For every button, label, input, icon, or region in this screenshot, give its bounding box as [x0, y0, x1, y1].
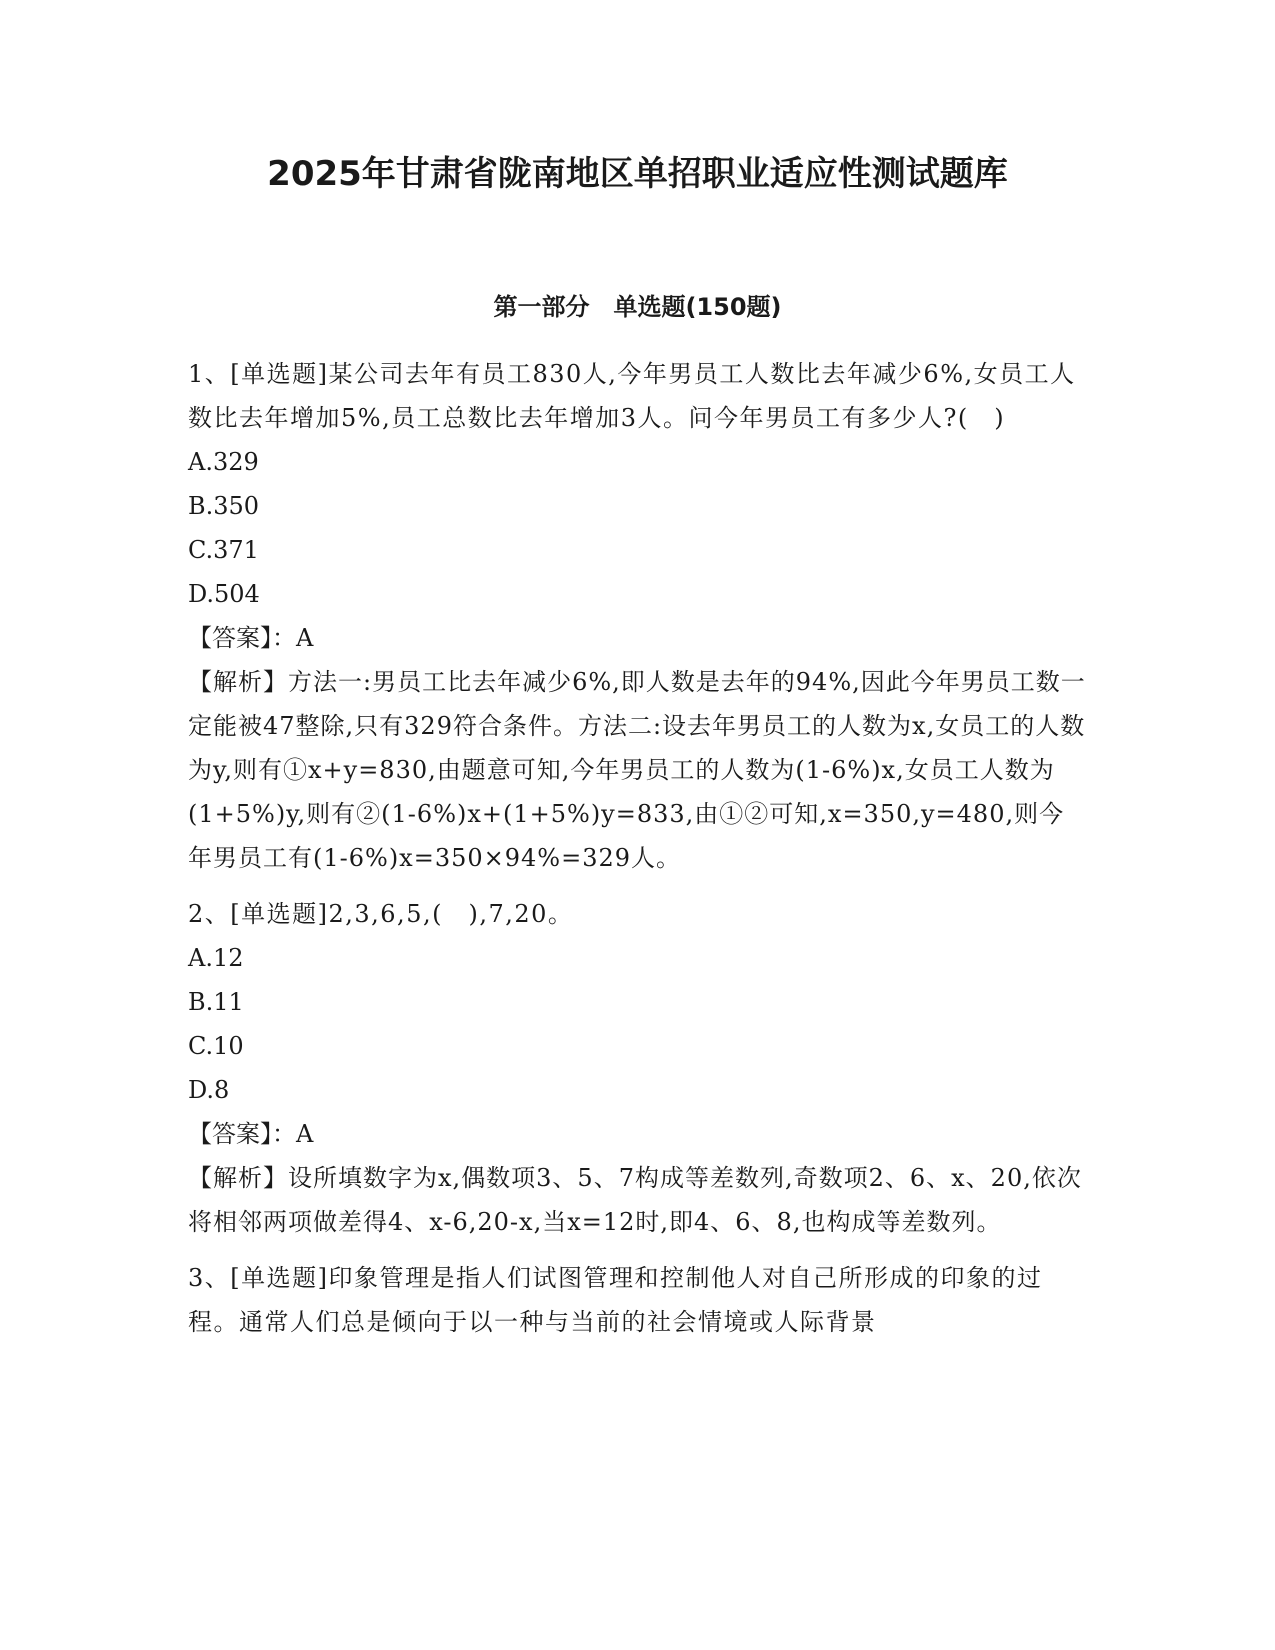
analysis-label: 【解析】 [188, 1164, 288, 1192]
answer-label: 【答案】 [188, 1120, 272, 1148]
question-3 [188, 1256, 1088, 1344]
option-a: A.12 [188, 944, 244, 972]
answer-value: ：A [272, 1120, 314, 1148]
analysis-text: 方法一:男员工比去年减少6%,即人数是去年的94%,因此今年男员工数一定能被47整除,只有329符合条件。方法二:设去年男员工的人数为x,女员工的人数为y,则有①x+y=830,由题意可知,今年男员工的人数为(1-6%)x,女员工人数为(1+5%)y,则有②(1-6%)x+(1+5%)y=833,由①②可知,x=350,y=480,则今年男员工有(1-6%)x=350×94%=329人。 [188, 668, 1086, 872]
option-d: D.504 [188, 580, 260, 608]
option-d: D.8 [188, 1076, 230, 1104]
answer-line [188, 616, 1088, 660]
answer-label: 【答案】 [188, 624, 272, 652]
option-c: C.371 [188, 536, 259, 564]
question-1 [188, 352, 1088, 880]
option-a: A.329 [188, 448, 259, 476]
option-b: B.350 [188, 492, 260, 520]
question-text: 3、[单选题]印象管理是指人们试图管理和控制他人对自己所形成的印象的过程。通常人们总是倾向于以一种与当前的社会情境或人际背景 [188, 1264, 1043, 1336]
question-text: 2、[单选题]2,3,6,5,( ),7,20。 [188, 900, 574, 928]
document-title: 2025年甘肃省陇南地区单招职业适应性测试题库 [267, 154, 1008, 194]
answer-line [188, 1112, 1088, 1156]
question-text: 1、[单选题]某公司去年有员工830人,今年男员工人数比去年减少6%,女员工人数比去年增加5%,员工总数比去年增加3人。问今年男员工有多少人?( ) [188, 360, 1076, 432]
question-list [188, 352, 1088, 1356]
option-b: B.11 [188, 988, 244, 1016]
analysis-label: 【解析】 [188, 668, 288, 696]
analysis-text: 设所填数字为x,偶数项3、5、7构成等差数列,奇数项2、6、x、20,依次将相邻两项做差得4、x-6,20-x,当x=12时,即4、6、8,也构成等差数列。 [188, 1164, 1082, 1236]
analysis-line [188, 660, 1088, 880]
analysis-line [188, 1156, 1088, 1244]
question-2 [188, 892, 1088, 1244]
section-title: 第一部分 单选题(150题) [493, 293, 782, 321]
option-c: C.10 [188, 1032, 244, 1060]
answer-value: ：A [272, 624, 314, 652]
